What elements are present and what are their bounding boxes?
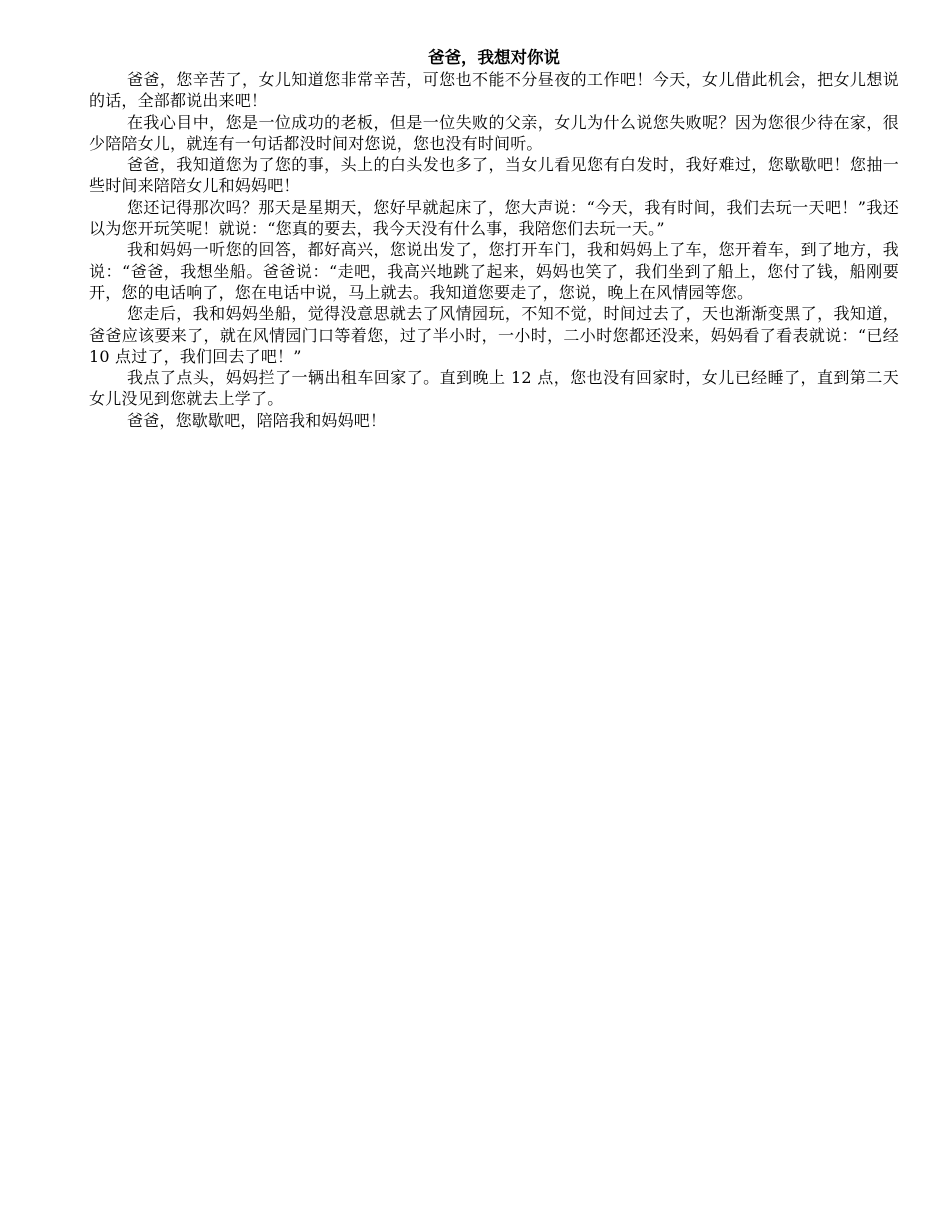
paragraph-4: 您还记得那次吗？那天是星期天，您好早就起床了，您大声说：“今天，我有时间，我们去玩一天吧！”我还以为您开玩笑呢！就说：“您真的要去，我今天没有什么事，我陪您们去玩一天。” [89,197,899,239]
paragraph-7: 我点了点头，妈妈拦了一辆出租车回家了。直到晚上 12 点，您也没有回家时，女儿已经睡了，直到第二天女儿没见到您就去上学了。 [89,368,899,409]
paragraph-2: 在我心目中，您是一位成功的老板，但是一位失败的父亲，女儿为什么说您失败呢？因为您很少待在家，很少陪陪女儿，就连有一句话都没时间对您说，您也没有时间听。 [89,112,899,153]
paragraph-8: 爸爸，您歇歇吧，陪陪我和妈妈吧！ [127,410,387,430]
document-title: 爸爸，我想对你说 [428,48,560,67]
paragraph-3: 爸爸，我知道您为了您的事，头上的白头发也多了，当女儿看见您有白发时，我好难过，您歇歇吧！您抽一些时间来陪陪女儿和妈妈吧！ [89,155,899,196]
paragraph-6: 您走后，我和妈妈坐船，觉得没意思就去了风情园玩，不知不觉，时间过去了，天也渐渐变黑了，我知道，爸爸应该要来了，就在风情园门口等着您，过了半小时，一小时，二小时您都还没来，妈妈看了看表就说：“已经 10 点过了，我们回去了吧！” [89,304,899,366]
document-page [89,46,899,431]
paragraph-1: 爸爸，您辛苦了，女儿知道您非常辛苦，可您也不能不分昼夜的工作吧！今天，女儿借此机会，把女儿想说的话，全部都说出来吧！ [89,70,899,111]
paragraph-5: 我和妈妈一听您的回答，都好高兴，您说出发了，您打开车门，我和妈妈上了车，您开着车，到了地方，我说：“爸爸，我想坐船。爸爸说：“走吧，我高兴地跳了起来，妈妈也笑了，我们坐到了船上，您付了钱，船刚要开，您的电话响了，您在电话中说，马上就去。我知道您要走了，您说，晚上在风情园等您。 [89,240,899,302]
